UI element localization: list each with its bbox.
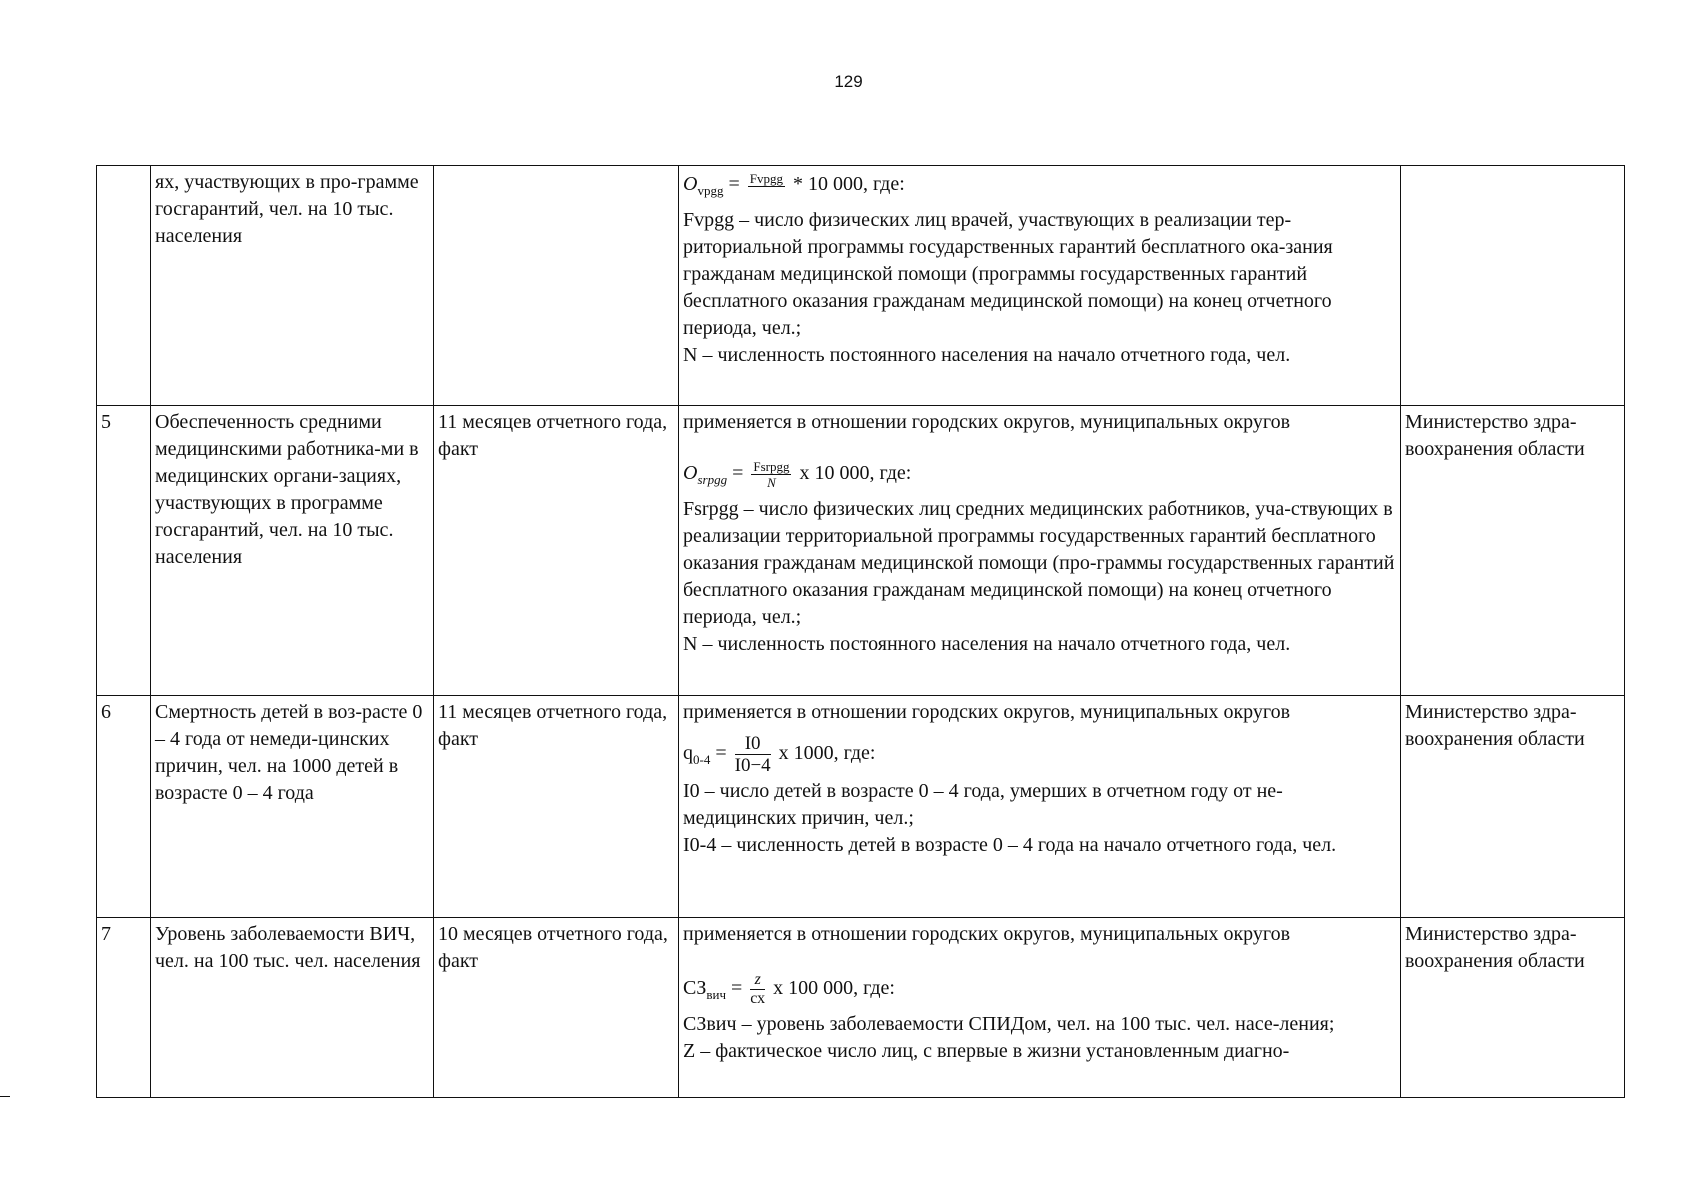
formula-lhs: q (683, 742, 693, 765)
definition: N – численность постоянного населения на начало отчетного года, чел. (683, 344, 1291, 366)
applicability-note: применяется в отношении городских округов, муниципальных округов (683, 411, 1291, 433)
responsible-body: Министерство здра-воохранения области (1401, 918, 1625, 1098)
reporting-period (434, 166, 679, 406)
formula-numerator: Fvpgg (749, 171, 783, 187)
formula-lhs-subscript: 0-4 (693, 752, 711, 768)
calculation-method (679, 166, 1401, 406)
margin-mark (0, 1096, 10, 1097)
formula-equals: = (723, 173, 745, 195)
reporting-period: 11 месяцев отчетного года, факт (434, 696, 679, 918)
row-number: 6 (97, 696, 151, 918)
calculation-method (679, 406, 1401, 696)
formula-denominator (748, 187, 785, 198)
formula-denominator: I0−4 (734, 755, 771, 776)
formula-lhs: O (683, 173, 698, 195)
formula-equals: = (710, 742, 732, 765)
indicator-name: Уровень заболеваемости ВИЧ, чел. на 100 тыс. чел. населения (151, 918, 434, 1098)
formula-rhs: x 100 000, где: (768, 977, 895, 1000)
table-row (97, 406, 1625, 696)
table-row (97, 696, 1625, 918)
formula-denominator: N (767, 475, 776, 490)
formula (683, 171, 1396, 204)
formula-fraction (750, 972, 765, 1007)
indicator-name: Смертность детей в воз-расте 0 – 4 года от немеди-цинских причин, чел. на 1000 детей в возрасте 0 – 4 года (151, 696, 434, 918)
indicator-name: ях, участвующих в про-грамме госгарантий, чел. на 10 тыс. населения (151, 166, 434, 406)
formula-fraction (735, 734, 771, 775)
definition: Fvpgg – число физических лиц врачей, участвующих в реализации тер-риториальной программы государственных гарантий бесплатного ока-зания гражданам медицинской помощи (программы государственных гарантий бесплатного оказания гражданам медицинской помощи) на конец отчетного периода, чел.; (683, 209, 1333, 339)
table-row (97, 166, 1625, 406)
row-number: 7 (97, 918, 151, 1098)
calculation-method (679, 918, 1401, 1098)
responsible-body: Министерство здра-воохранения области (1401, 406, 1625, 696)
applicability-note: применяется в отношении городских округов, муниципальных округов (683, 701, 1291, 723)
formula-fraction (748, 172, 785, 198)
definition: СЗвич – уровень заболеваемости СПИДом, чел. на 100 тыс. чел. насе-ления; (683, 1013, 1335, 1036)
row-number: 5 (97, 406, 151, 696)
indicators-table (96, 165, 1625, 1098)
applicability-note: применяется в отношении городских округов, муниципальных округов (683, 923, 1291, 945)
definition: I0 – число детей в возрасте 0 – 4 года, умерших в отчетном году от не-медицинских причин, чел.; (683, 780, 1283, 829)
formula-rhs: x 10 000, где: (794, 462, 912, 485)
calculation-method (679, 696, 1401, 918)
formula-lhs-subscript: vpgg (697, 183, 724, 198)
formula-rhs: * 10 000, где: (787, 173, 905, 195)
definition: Fsrpgg – число физических лиц средних медицинских работников, уча-ствующих в реализации территориальной программы государственных гарантий бесплатного оказания гражданам медицинской помощи (про-граммы государственных гарантий бесплатного оказания гражданам медицинской помощи) на конец отчетного периода, чел.; (683, 498, 1395, 629)
formula-fraction (751, 460, 791, 489)
table-row (97, 918, 1625, 1098)
row-number (97, 166, 151, 406)
formula-lhs-subscript: srpgg (697, 472, 728, 488)
definition: Z – фактическое число лиц, с впервые в жизни установленным диагно- (683, 1040, 1290, 1063)
formula-numerator: z (750, 972, 765, 990)
responsible-body (1401, 166, 1625, 406)
formula-numerator: I0 (735, 734, 771, 755)
formula (683, 734, 1396, 775)
definition: I0-4 – численность детей в возрасте 0 – 4 года на начало отчетного года, чел. (683, 834, 1337, 856)
formula-rhs: x 1000, где: (773, 742, 876, 765)
formula (683, 972, 1396, 1008)
page-number: 129 (834, 72, 863, 91)
formula-denominator: сх (750, 990, 766, 1007)
reporting-period: 10 месяцев отчетного года, факт (434, 918, 679, 1098)
responsible-body: Министерство здра-воохранения области (1401, 696, 1625, 918)
formula-numerator: Fsrpgg (753, 459, 790, 474)
indicator-name: Обеспеченность средними медицинскими работника-ми в медицинских органи-зациях, участвующих в программе госгарантий, чел. на 10 тыс. населения (151, 406, 434, 696)
reporting-period: 11 месяцев отчетного года, факт (434, 406, 679, 696)
formula-lhs-subscript: вич (706, 987, 726, 1003)
definition: N – численность постоянного населения на начало отчетного года, чел. (683, 633, 1291, 656)
formula-equals: = (727, 462, 749, 485)
formula-lhs: СЗ (683, 977, 707, 1000)
formula-lhs: O (683, 462, 698, 485)
formula (683, 460, 1396, 493)
formula-equals: = (726, 977, 748, 1000)
